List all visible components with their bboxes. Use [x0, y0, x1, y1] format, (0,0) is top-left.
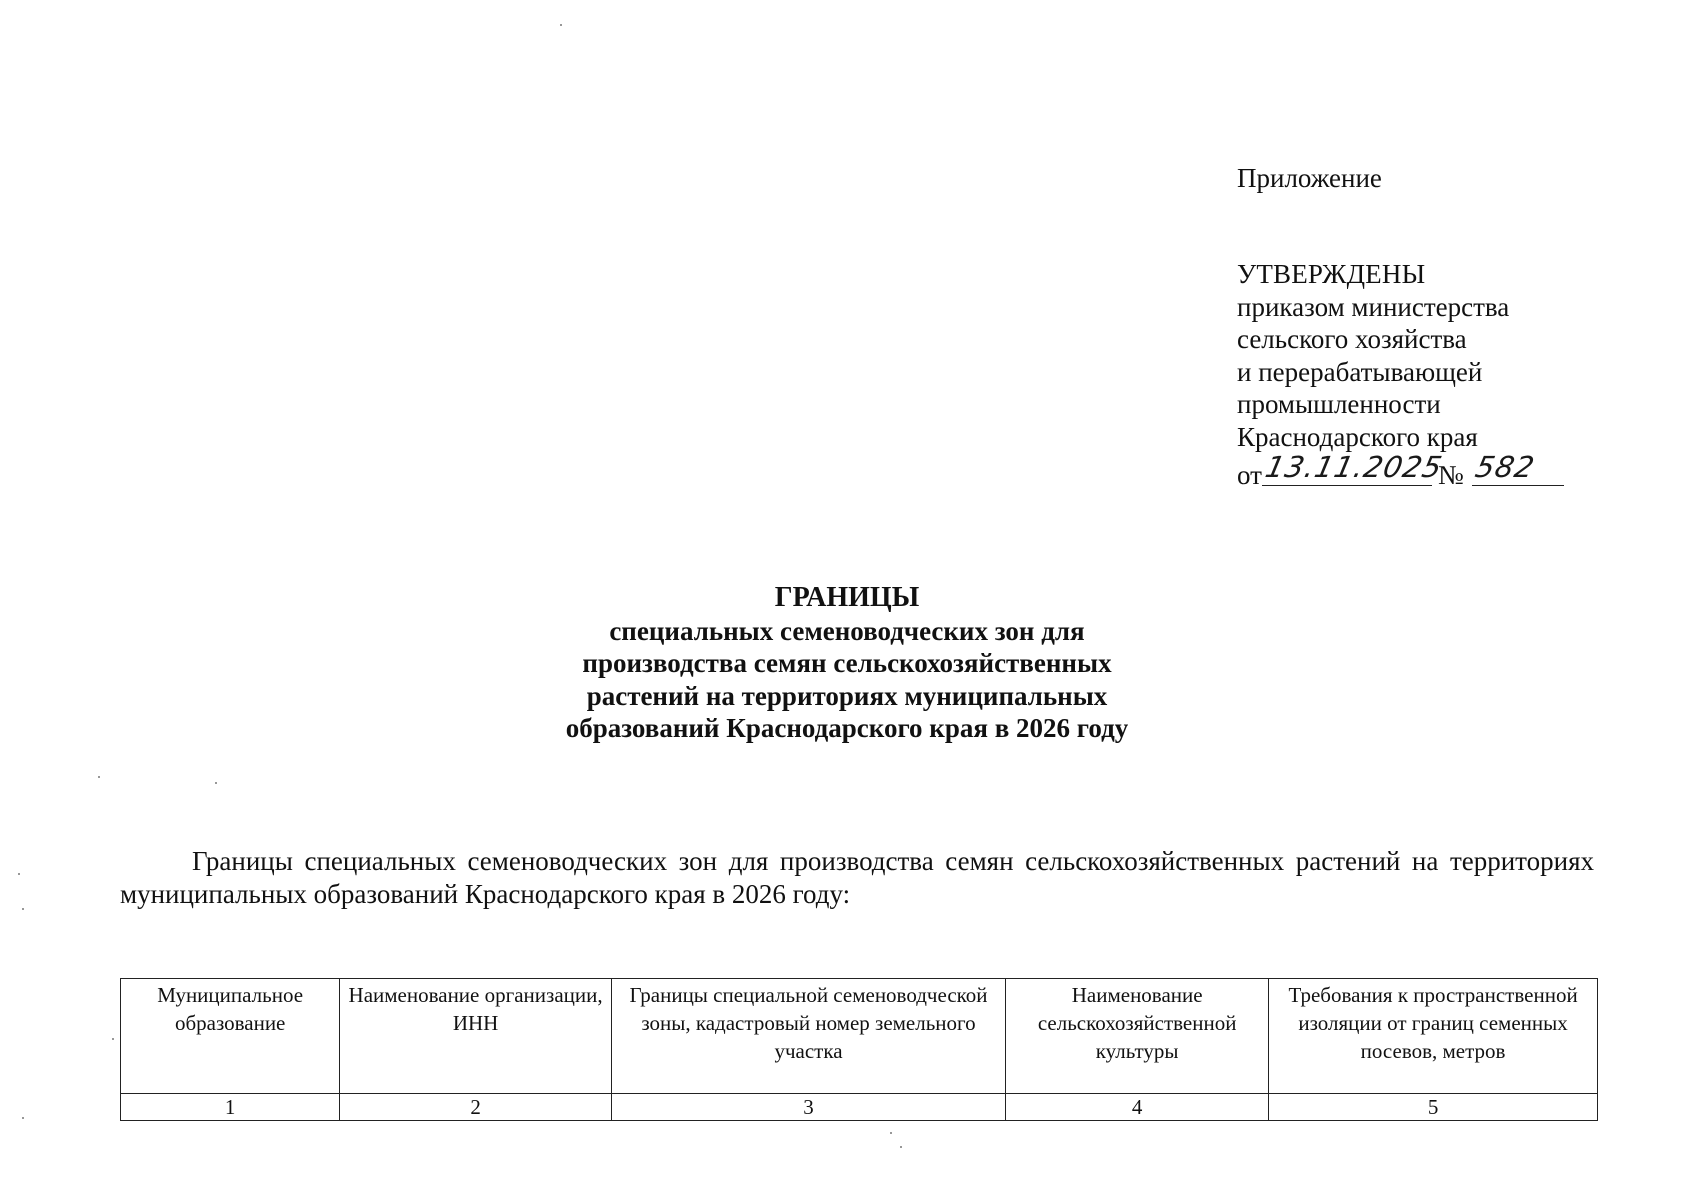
order-number-sign: № — [1437, 460, 1464, 490]
approval-line: промышленности — [1237, 389, 1441, 419]
approval-title: УТВЕРЖДЕНЫ — [1237, 259, 1426, 289]
order-from-prefix: от — [1237, 460, 1262, 490]
scan-speck — [22, 1117, 24, 1119]
order-number-handwritten: 582 — [1472, 450, 1538, 484]
approval-block — [1237, 258, 1564, 489]
scan-speck — [98, 776, 100, 778]
intro-paragraph — [120, 845, 1594, 911]
approval-line: приказом министерства — [1237, 291, 1510, 322]
scan-speck — [900, 1146, 902, 1148]
appendix-label: Приложение — [1237, 163, 1382, 193]
column-number: 3 — [611, 1094, 1005, 1121]
approval-line: Краснодарского края — [1237, 421, 1478, 452]
column-number: 5 — [1269, 1094, 1598, 1121]
intro-text: Границы специальных семеноводческих зон для производства семян сельскохозяйственных растений на территориях муниципальных образований Краснодарского края в 2026 году: — [120, 846, 1594, 909]
scan-speck — [560, 24, 562, 26]
seed-zones-table — [120, 978, 1598, 1121]
scan-speck — [18, 873, 20, 875]
header-municipality: Муниципальное образование — [121, 979, 340, 1094]
scan-speck — [215, 782, 217, 784]
scan-speck — [890, 1132, 892, 1134]
document-title-main: ГРАНИЦЫ — [774, 582, 920, 613]
document-title-line: специальных семеноводческих зон для — [609, 615, 1085, 646]
order-date-field — [1262, 450, 1446, 486]
header-crop-name: Наименование сельскохозяйственной культуры — [1006, 979, 1269, 1094]
column-number: 2 — [340, 1094, 612, 1121]
scan-speck — [112, 1038, 114, 1040]
table-header-row — [121, 979, 1598, 1094]
header-isolation-requirements: Требования к пространственной изоляции от границ семенных посевов, метров — [1269, 979, 1598, 1094]
document-title-line: производства семян сельскохозяйственных — [582, 648, 1112, 678]
order-date-number-line — [1237, 450, 1564, 490]
order-date-handwritten: 13.11.2025 — [1262, 450, 1446, 484]
column-number: 1 — [121, 1094, 340, 1121]
document-title-line: растений на территориях муниципальных — [586, 680, 1108, 711]
order-number-field — [1472, 450, 1564, 486]
document-title-line: образований Краснодарского края в 2026 году — [565, 713, 1129, 743]
approval-line: сельского хозяйства — [1237, 324, 1467, 354]
document-title — [0, 582, 1694, 745]
header-organization: Наименование организации, ИНН — [340, 979, 612, 1094]
scan-speck — [22, 908, 24, 910]
table-column-number-row — [121, 1094, 1598, 1121]
header-zone-boundaries: Границы специальной семеноводческой зоны, кадастровый номер земельного участка — [611, 979, 1005, 1094]
column-number: 4 — [1006, 1094, 1269, 1121]
approval-line: и перерабатывающей — [1237, 356, 1483, 387]
